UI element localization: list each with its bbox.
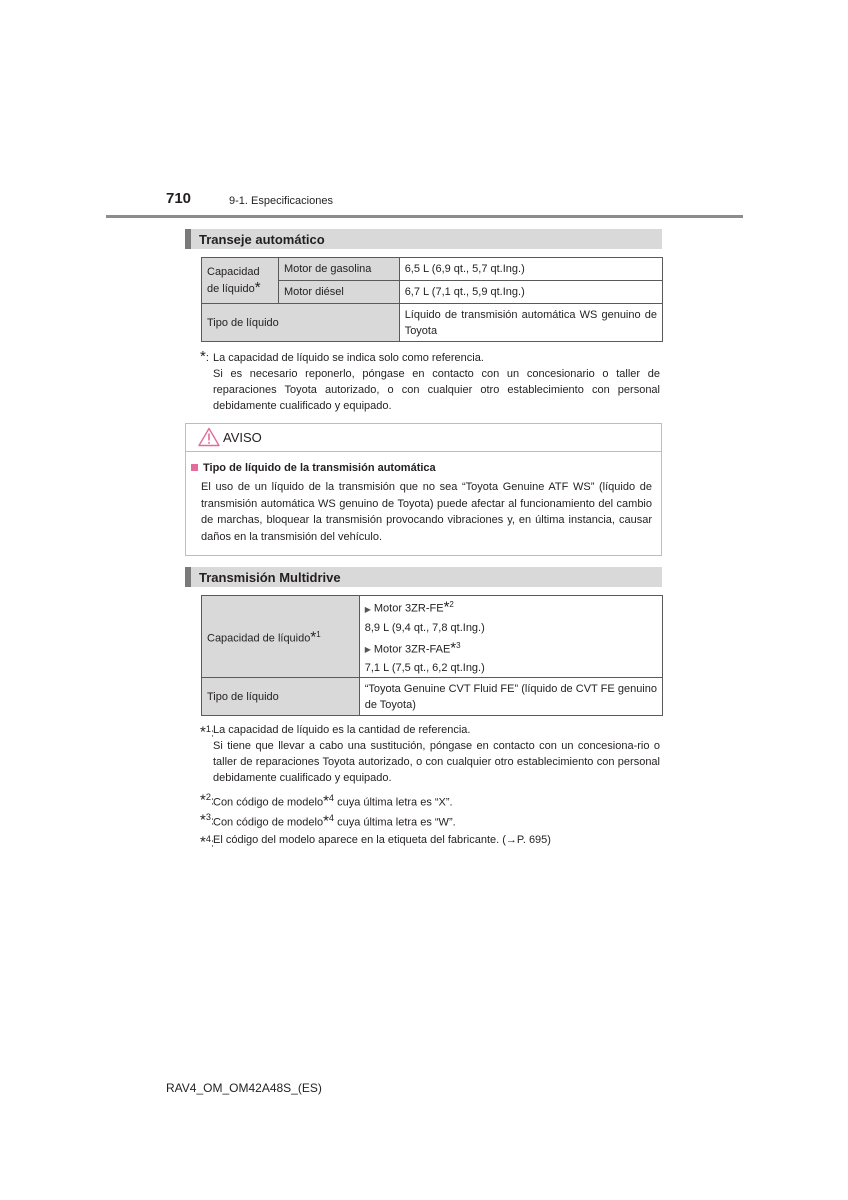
footnote-line: La capacidad de líquido se indica solo como referencia. — [213, 352, 484, 364]
header-divider — [106, 215, 743, 218]
chapter-title: 9-1. Especificaciones — [229, 195, 333, 207]
automatic-spec-table — [201, 257, 663, 342]
footnote-marker: *$^1$: — [200, 723, 214, 741]
capacity-label-line: Capacidad — [207, 266, 260, 278]
multidrive-footnote-4 — [200, 831, 660, 851]
fluid-type-value-cell: Líquido de transmisión automática WS genuino de Toyota — [399, 304, 662, 342]
footnote-marker: *$^4$: — [200, 833, 214, 851]
section-header-multidrive — [185, 567, 662, 587]
capacity-label-line: de líquido — [207, 283, 255, 295]
multidrive-footnote-2: *$^2$: Con código de modelo*$^4$ cuya última letra es “X”. — [200, 789, 660, 811]
multidrive-spec-table — [201, 595, 663, 716]
fluid-type-label-cell: Tipo de líquido — [202, 678, 360, 716]
capacity-label-cell — [202, 258, 279, 304]
diesel-label-cell: Motor diésel — [278, 281, 399, 304]
engine-label: ▶ Motor 3ZR-FAE*$^3$ — [364, 639, 461, 657]
triangle-bullet-icon: ▶ — [364, 604, 371, 614]
footnote-marker: *$^2$: — [200, 791, 214, 809]
engine-label: ▶ Motor 3ZR-FE*$^2$ — [364, 598, 454, 616]
document-code: RAV4_OM_OM42A48S_(ES) — [166, 1081, 322, 1095]
section-title: Transeje automático — [199, 232, 325, 247]
warning-triangle-icon — [198, 427, 220, 447]
capacity-value-cell — [359, 596, 662, 678]
footnote-text: Si es necesario reponerlo, póngase en contacto con un concesionario o taller de reparaciones Toyota autorizado, o con cualquier otro establecimiento con personal debidamente cualificado y equipado. — [213, 368, 660, 412]
warning-label: AVISO — [223, 430, 262, 445]
table-row — [202, 258, 663, 281]
table-row — [202, 304, 663, 342]
diesel-value-cell: 6,7 L (7,1 qt., 5,9 qt.Ing.) — [399, 281, 662, 304]
footnote-text: El código del modelo aparece en la etiqueta del fabricante. (→P. 695) — [213, 834, 551, 846]
footnote-marker: *: — [200, 348, 209, 365]
multidrive-footnote-3: *$^3$: Con código de modelo*$^4$ cuya última letra es “W”. — [200, 809, 660, 831]
table-row — [202, 596, 663, 678]
gasoline-label-cell: Motor de gasolina — [278, 258, 399, 281]
footnote-asterisk: * — [254, 279, 261, 296]
section-header-automatic — [185, 229, 662, 249]
multidrive-footnote-1 — [200, 721, 660, 786]
warning-header — [186, 424, 661, 452]
engine-value: 8,9 L (9,4 qt., 7,8 qt.Ing.) — [364, 621, 485, 634]
page-number: 710 — [166, 190, 192, 207]
section-title: Transmisión Multidrive — [199, 570, 341, 585]
warning-text: El uso de un líquido de la transmisión que no sea “Toyota Genuine ATF WS” (líquido de transmisión automática WS genuino de Toyota) puede afectar al funcionamiento del cambio de marchas, bloquear la transmisión provocando vibraciones y, en última instancia, causar daños en la transmisión del vehículo. — [201, 481, 652, 543]
footnote-asterisk: * — [310, 628, 317, 646]
engine-value: 7,1 L (7,5 qt., 6,2 qt.Ing.) — [364, 662, 485, 675]
footnote-marker: *$^3$: — [200, 811, 214, 829]
footnote-text: Si tiene que llevar a cabo una sustitución, póngase en contacto con un concesiona-rio o taller de reparaciones Toyota autorizado, o con cualquier otro establecimiento con personal debidamente cualificado y equipado. — [213, 740, 660, 784]
capacity-label-cell: Capacidad de líquido*$^1$ — [202, 596, 360, 678]
table-row — [202, 678, 663, 716]
automatic-footnote — [200, 349, 660, 414]
fluid-type-label-cell: Tipo de líquido — [202, 304, 400, 342]
footnote-line: La capacidad de líquido es la cantidad de referencia. — [213, 724, 471, 736]
fluid-type-value-cell: “Toyota Genuine CVT Fluid FE” (líquido de CVT FE genuino de Toyota) — [359, 678, 662, 716]
gasoline-value-cell: 6,5 L (6,9 qt., 5,7 qt.Ing.) — [399, 258, 662, 281]
warning-heading: Tipo de líquido de la transmisión automática — [191, 462, 436, 474]
warning-box — [185, 423, 662, 556]
bullet-square-icon — [191, 464, 198, 471]
triangle-bullet-icon: ▶ — [364, 645, 371, 655]
